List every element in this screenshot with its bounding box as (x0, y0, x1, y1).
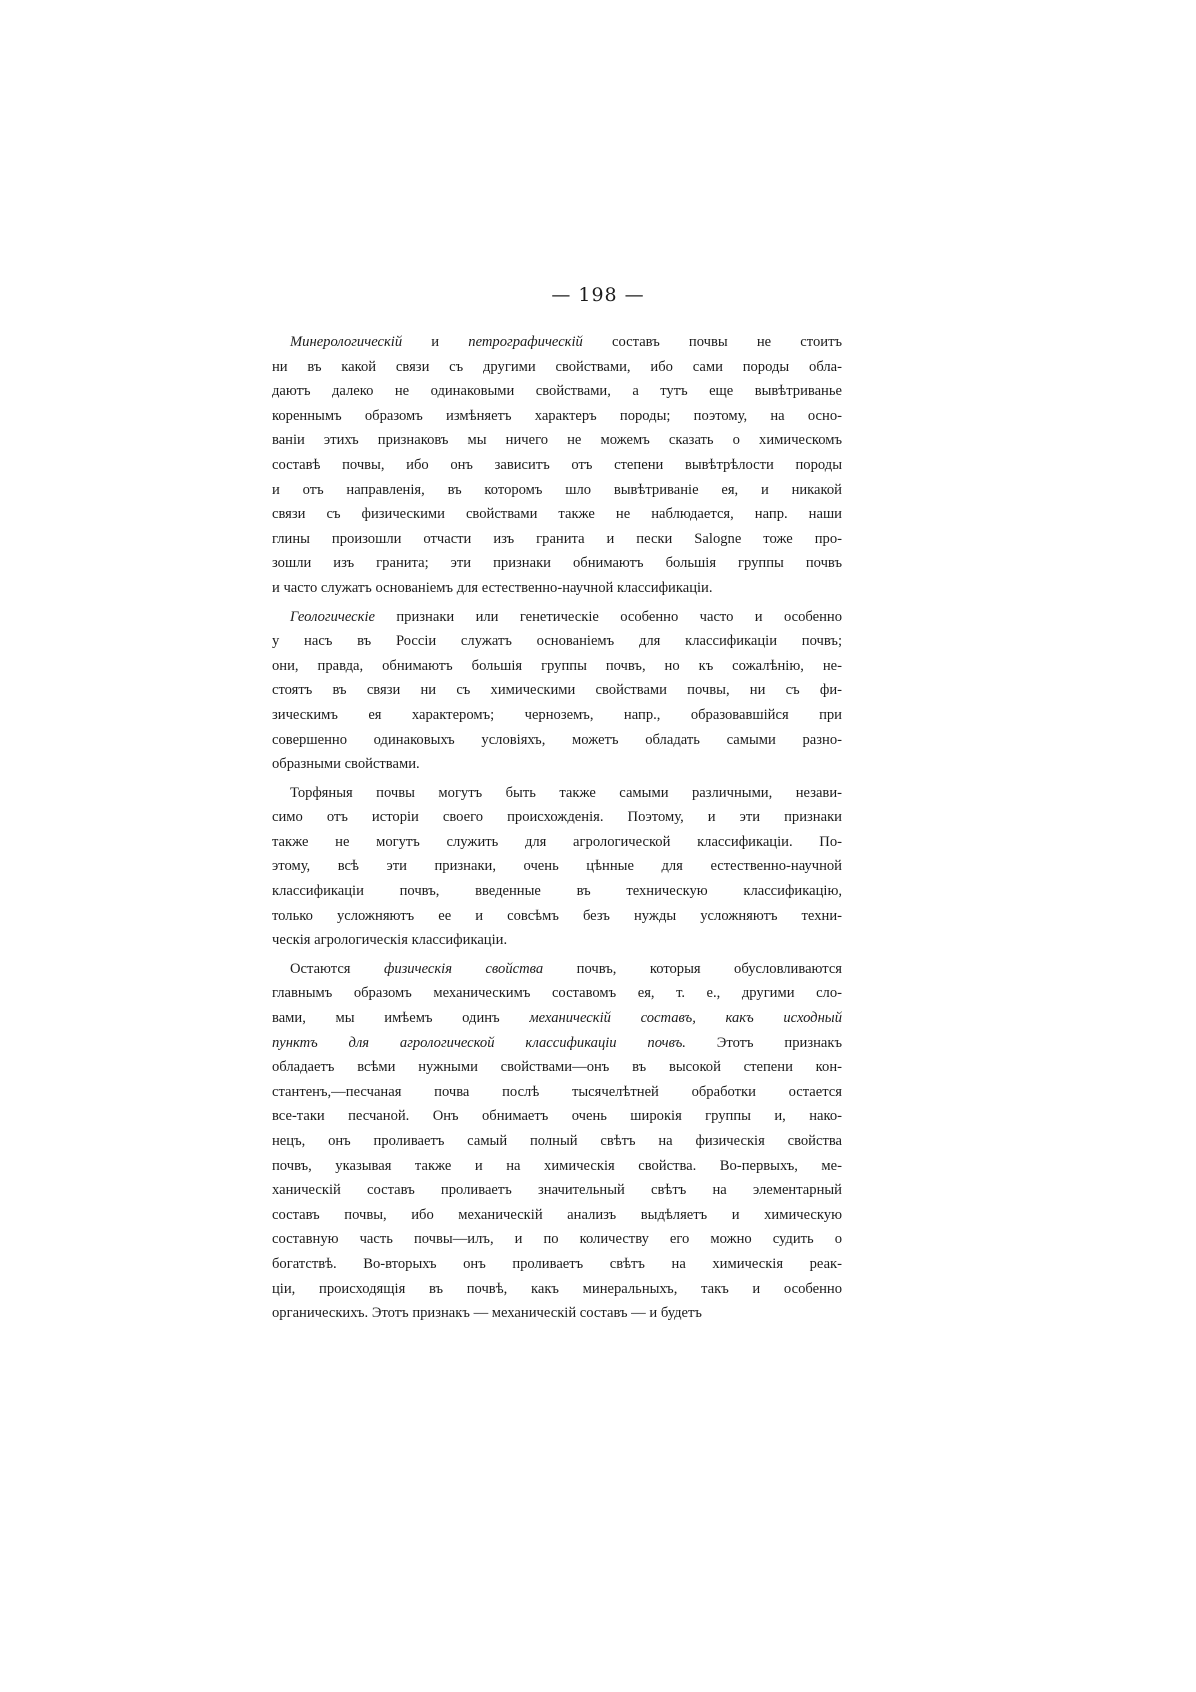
text-segment: стантенъ,—песчаная почва послѣ тысячелѣтней обработки остается (272, 1083, 842, 1100)
italic-text: пунктъ для агрологической классификаціи почвъ. (272, 1034, 686, 1051)
text-segment: этому, всѣ эти признаки, очень цѣнные для естественно-научной (272, 858, 842, 875)
italic-text: Геологическіе (290, 608, 375, 625)
text-line (272, 654, 842, 679)
text-line (272, 981, 842, 1006)
text-segment: и (402, 334, 469, 350)
text-line (272, 1031, 842, 1056)
text-line (272, 957, 842, 982)
paragraph (272, 330, 842, 601)
text-line (272, 355, 842, 380)
text-segment: глины произошли отчасти изъ гранита и пески Salogne тоже про- (272, 530, 842, 547)
text-line (272, 1252, 842, 1277)
text-line (272, 478, 842, 503)
text-line (272, 1227, 842, 1252)
text-segment: симо отъ исторіи своего происхожденія. Поэтому, и эти признаки (272, 809, 842, 826)
text-line (272, 629, 842, 654)
text-line (272, 904, 842, 929)
text-line (272, 1080, 842, 1105)
text-line (272, 805, 842, 830)
text-line (272, 453, 842, 478)
text-segment: почвъ, указывая также и на химическія свойства. Во-первыхъ, ме- (272, 1157, 842, 1174)
text-segment: ческія агрологическія классификаціи. (272, 932, 508, 949)
text-line (272, 502, 842, 527)
text-segment: ни въ какой связи съ другими свойствами, ибо сами породы обла- (272, 358, 842, 375)
text-segment: ціи, происходящія въ почвѣ, какъ минеральныхъ, такъ и особенно (272, 1280, 842, 1297)
text-segment: и отъ направленія, въ которомъ шло вывѣтриваніе ея, и никакой (272, 481, 842, 498)
text-segment: ханическій составъ проливаетъ значительный свѣтъ на элементарный (272, 1182, 842, 1199)
text-line (272, 854, 842, 879)
text-segment: стоятъ въ связи ни съ химическими свойствами почвы, ни съ фи- (272, 682, 842, 699)
text-segment: также не могутъ служить для агрологической классификаціи. По- (272, 833, 842, 850)
text-line (272, 1178, 842, 1203)
text-segment: они, правда, обнимаютъ большія группы почвъ, но къ сожалѣнію, не- (272, 657, 842, 674)
text-line (272, 428, 842, 453)
paragraph (272, 781, 842, 953)
italic-text: физическія свойства (383, 960, 544, 977)
italic-text: петрографическій (468, 334, 583, 350)
text-segment: почвъ, которыя обусловливаются (543, 960, 843, 977)
text-line (272, 678, 842, 703)
paragraph (272, 605, 842, 777)
text-line (272, 1154, 842, 1179)
body-text (272, 330, 842, 1330)
text-segment: ваніи этихъ признаковъ мы ничего не можемъ сказать о химическомъ (272, 432, 842, 449)
text-line (272, 1129, 842, 1154)
text-segment: и часто служатъ основаніемъ для естественно-научной классификаціи. (272, 579, 713, 596)
text-line (272, 330, 842, 355)
text-segment: составную часть почвы—илъ, и по количеству его можно судить о (272, 1231, 842, 1248)
text-segment: образными свойствами. (272, 756, 420, 773)
text-segment: вами, мы имѣемъ одинъ (272, 1010, 530, 1027)
text-line (272, 928, 842, 953)
italic-text: Минерологическій (290, 334, 403, 350)
text-segment: совершенно одинаковыхъ условіяхъ, можетъ обладать самыми разно- (272, 731, 842, 748)
text-line (272, 576, 842, 601)
text-segment: у насъ въ Россіи служатъ основаніемъ для классификаціи почвъ; (272, 633, 842, 650)
text-segment: составѣ почвы, ибо онъ зависитъ отъ степени вывѣтрѣлости породы (272, 456, 842, 473)
text-segment: составъ почвы, ибо механическій анализъ выдѣляетъ и химическую (272, 1206, 842, 1223)
text-segment: только усложняютъ ее и совсѣмъ безъ нужды усложняютъ техни- (272, 907, 842, 924)
text-line (272, 404, 842, 429)
text-line (272, 830, 842, 855)
text-line (272, 781, 842, 806)
text-line (272, 605, 842, 630)
text-segment: даютъ далеко не одинаковыми свойствами, а тутъ еще вывѣтриванье (272, 383, 842, 400)
text-line (272, 1006, 842, 1031)
text-segment: классификаціи почвъ, введенные въ техническую классификацію, (272, 883, 842, 900)
text-segment: зошли изъ гранита; эти признаки обнимаютъ большія группы почвъ (272, 555, 842, 572)
text-line (272, 703, 842, 728)
text-line (272, 1277, 842, 1302)
page-number: — 198 — (551, 284, 645, 306)
text-segment: кореннымъ образомъ измѣняетъ характеръ породы; поэтому, на осно- (272, 407, 842, 424)
paragraph (272, 957, 842, 1326)
text-segment: все-таки песчаной. Онъ обнимаетъ очень широкія группы и, нако- (272, 1108, 842, 1125)
text-line (272, 879, 842, 904)
text-line (272, 379, 842, 404)
text-segment: нецъ, онъ проливаетъ самый полный свѣтъ на физическія свойства (272, 1133, 842, 1149)
text-line (272, 1301, 842, 1326)
text-segment: Торфяныя почвы могутъ быть также самыми различными, незави- (290, 784, 842, 801)
text-segment: составъ почвы не стоитъ (582, 334, 843, 350)
text-segment: органическихъ. Этотъ признакъ — механическій составъ — и будетъ (272, 1305, 702, 1322)
text-segment: зическимъ ея характеромъ; черноземъ, напр., образовавшійся при (272, 706, 842, 723)
text-line (272, 1203, 842, 1228)
text-segment: признаки или генетическіе особенно часто и особенно (375, 608, 842, 625)
text-segment: обладаетъ всѣми нужными свойствами—онъ въ высокой степени кон- (272, 1059, 842, 1076)
italic-text: механическій составъ, какъ исходный (529, 1010, 842, 1027)
text-line (272, 728, 842, 753)
text-segment: богатствѣ. Во-вторыхъ онъ проливаетъ свѣтъ на химическія реак- (272, 1255, 842, 1272)
text-line (272, 551, 842, 576)
text-segment: Остаются (290, 960, 384, 977)
text-line (272, 1104, 842, 1129)
text-segment: Этотъ признакъ (685, 1034, 843, 1051)
text-segment: главнымъ образомъ механическимъ составомъ ея, т. е., другими сло- (272, 985, 842, 1002)
text-segment: связи съ физическими свойствами также не наблюдается, напр. наши (272, 506, 842, 523)
text-line (272, 527, 842, 552)
text-line (272, 752, 842, 777)
text-line (272, 1055, 842, 1080)
